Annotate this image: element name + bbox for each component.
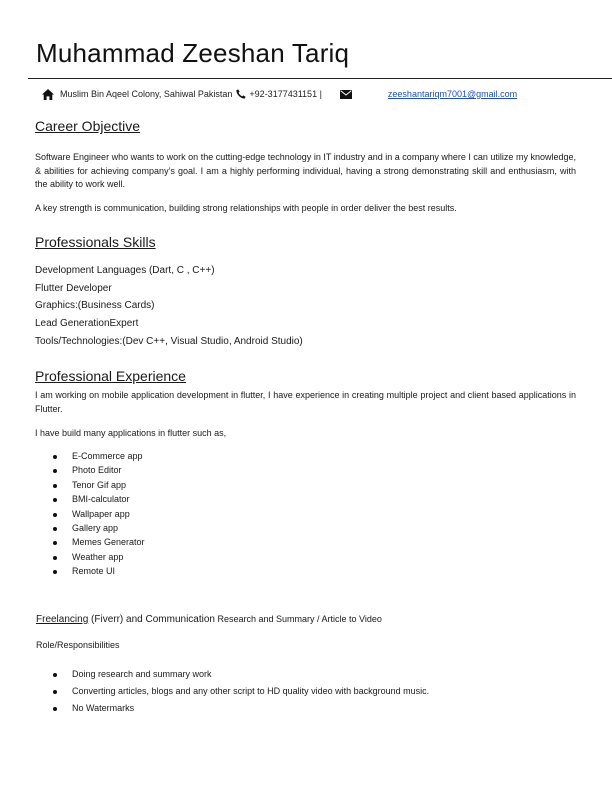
contact-line — [42, 86, 582, 102]
list-item: No Watermarks — [52, 703, 429, 720]
role-label: Role/Responsibilities — [36, 640, 120, 650]
list-item: Gallery app — [52, 523, 145, 537]
skill-item: Flutter Developer — [35, 283, 112, 294]
experience-heading: Professional Experience — [35, 368, 186, 384]
list-item: Wallpaper app — [52, 509, 145, 523]
list-item: Memes Generator — [52, 537, 145, 551]
apps-list — [52, 451, 145, 581]
phone-text: +92-3177431151 | — [249, 89, 322, 99]
mail-icon — [340, 90, 352, 99]
list-item: Remote UI — [52, 566, 145, 580]
candidate-name: Muhammad Zeeshan Tariq — [36, 38, 350, 68]
list-item: Converting articles, blogs and any other script to HD quality video with background music. — [52, 686, 429, 703]
address-text: Muslim Bin Aqeel Colony, Sahiwal Pakistan — [60, 89, 233, 99]
header-divider — [28, 78, 612, 79]
skill-item: Lead GenerationExpert — [35, 318, 139, 329]
list-item: Doing research and summary work — [52, 669, 429, 686]
list-item: Photo Editor — [52, 465, 145, 479]
skill-item: Development Languages (Dart, C , C++) — [35, 265, 215, 276]
list-item: BMI-calculator — [52, 494, 145, 508]
email-link[interactable]: zeeshantariqm7001@gmail.com — [387, 89, 518, 99]
career-objective-heading: Career Objective — [35, 118, 141, 134]
home-icon — [42, 89, 54, 100]
skill-item: Tools/Technologies:(Dev C++, Visual Studio, Android Studio) — [35, 336, 303, 347]
list-item: E-Commerce app — [52, 451, 145, 465]
skill-item: Graphics:(Business Cards) — [35, 300, 155, 311]
experience-paragraph: I am working on mobile application development in flutter, I have experience in creating multiple project and client based applications in Flutter. — [35, 390, 576, 414]
skills-heading: Professionals Skills — [35, 234, 156, 250]
responsibilities-list — [52, 669, 429, 720]
freelancing-line — [36, 614, 382, 625]
key-strength-paragraph: A key strength is communication, building strong relationships with people in order deliver the best results. — [35, 203, 457, 213]
list-item: Weather app — [52, 552, 145, 566]
freelancing-detail: Research and Summary / Article to Video — [214, 614, 382, 624]
freelancing-platform: (Fiverr) and Communication — [88, 614, 215, 625]
apps-intro: I have build many applications in flutter such as, — [35, 428, 227, 438]
list-item: Tenor Gif app — [52, 480, 145, 494]
freelancing-label: Freelancing — [36, 614, 89, 625]
career-objective-paragraph: Software Engineer who wants to work on the cutting-edge technology in IT industry and in a company where I can utilize my knowledge, & abilities for achieving company’s goal. I am a highly performing individual, having a strong demonstrating skill and enthusiasm, with the ability to work well. — [35, 152, 576, 189]
phone-icon — [236, 89, 246, 99]
